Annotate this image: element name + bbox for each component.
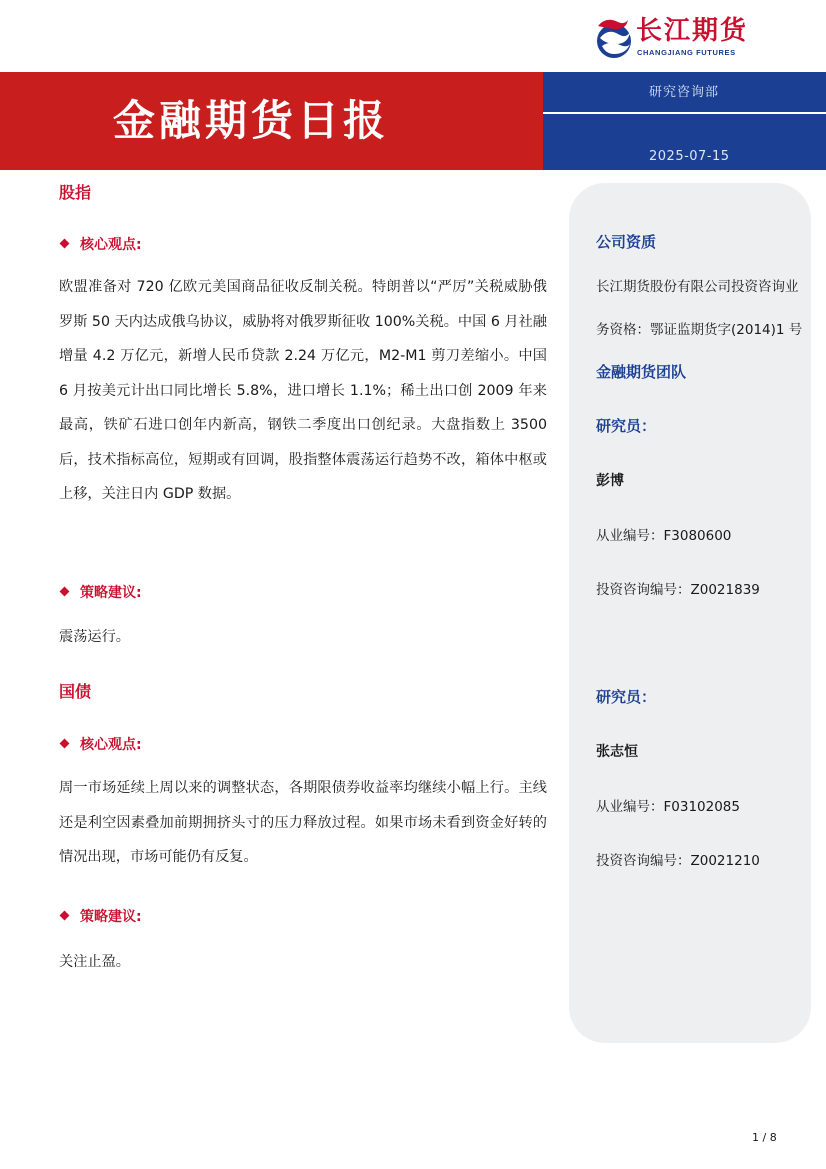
diamond-bullet-icon bbox=[60, 911, 70, 921]
department-label: 研究咨询部 bbox=[649, 85, 720, 100]
report-banner bbox=[0, 72, 826, 170]
core-view-label: 核心观点: bbox=[59, 735, 142, 755]
core-view-text: 周一市场延续上周以来的调整状态，各期限债券收益率均继续小幅上行。主线还是利空因素叠加前期拥挤头寸的压力释放过程。如果市场未看到资金好转的情况出现，市场可能仍有反复。 bbox=[59, 780, 547, 865]
strategy-label: 策略建议: bbox=[59, 907, 142, 927]
diamond-bullet-icon bbox=[60, 739, 70, 749]
qualification-text: 务资格：鄂证监期货字(2014)1 号 bbox=[596, 322, 803, 338]
report-title: 金融期货日报 bbox=[113, 96, 390, 145]
team-heading: 金融期货团队 bbox=[596, 363, 687, 381]
sidebar-panel bbox=[569, 183, 811, 1043]
banner-divider bbox=[543, 112, 826, 114]
researcher-name: 张志恒 bbox=[596, 744, 638, 760]
logo-english-name: CHANGJIANG FUTURES bbox=[637, 48, 736, 57]
logo-chinese-name: 长江期货 bbox=[636, 16, 749, 46]
company-logo bbox=[594, 14, 764, 60]
banner-title-block bbox=[0, 72, 543, 170]
section-title-stock-index: 股指 bbox=[59, 183, 92, 202]
diamond-bullet-icon bbox=[60, 239, 70, 249]
diamond-bullet-icon bbox=[60, 587, 70, 597]
researcher-heading: 研究员： bbox=[596, 417, 657, 435]
core-view-label: 核心观点: bbox=[59, 235, 142, 255]
page-number: 1 / 8 bbox=[752, 1131, 777, 1144]
qualification-text: 长江期货股份有限公司投资咨询业 bbox=[596, 279, 799, 295]
consult-number: 投资咨询编号：Z0021210 bbox=[596, 853, 760, 869]
researcher-name: 彭博 bbox=[596, 473, 624, 489]
strategy-label: 策略建议: bbox=[59, 583, 142, 603]
section-title-treasury: 国债 bbox=[59, 682, 92, 701]
strategy-text: 关注止盈。 bbox=[59, 954, 130, 970]
report-date: 2025-07-15 bbox=[649, 149, 730, 164]
practice-number: 从业编号：F03102085 bbox=[596, 799, 740, 815]
strategy-text: 震荡运行。 bbox=[59, 629, 130, 645]
practice-number: 从业编号：F3080600 bbox=[596, 528, 732, 544]
consult-number: 投资咨询编号：Z0021839 bbox=[596, 582, 760, 598]
wave-logo-icon bbox=[594, 14, 634, 60]
researcher-heading: 研究员： bbox=[596, 688, 657, 706]
core-view-text: 欧盟准备对 720 亿欧元美国商品征收反制关税。特朗普以“严厉”关税威胁俄罗斯 50 天内达成俄乌协议，威胁将对俄罗斯征收 100%关税。中国 6 月社融增量 4.2 万亿元，新增人民币贷款 2.24 万亿元，M2-M1 剪刀差缩小。中国 6 月按美元计出口同比增长 5.8%，进口增长 1.1%；稀土出口创 2009 年来最高，铁矿石进口创年内新高，钢铁二季度出口创纪录。大盘指数上 3500 后，技术指标高位，短期或有回调，股指整体震荡运行趋势不改，箱体中枢或上移，关注日内 GDP 数据。 bbox=[59, 279, 547, 502]
banner-info-block bbox=[543, 72, 826, 170]
qualification-heading: 公司资质 bbox=[596, 233, 657, 251]
